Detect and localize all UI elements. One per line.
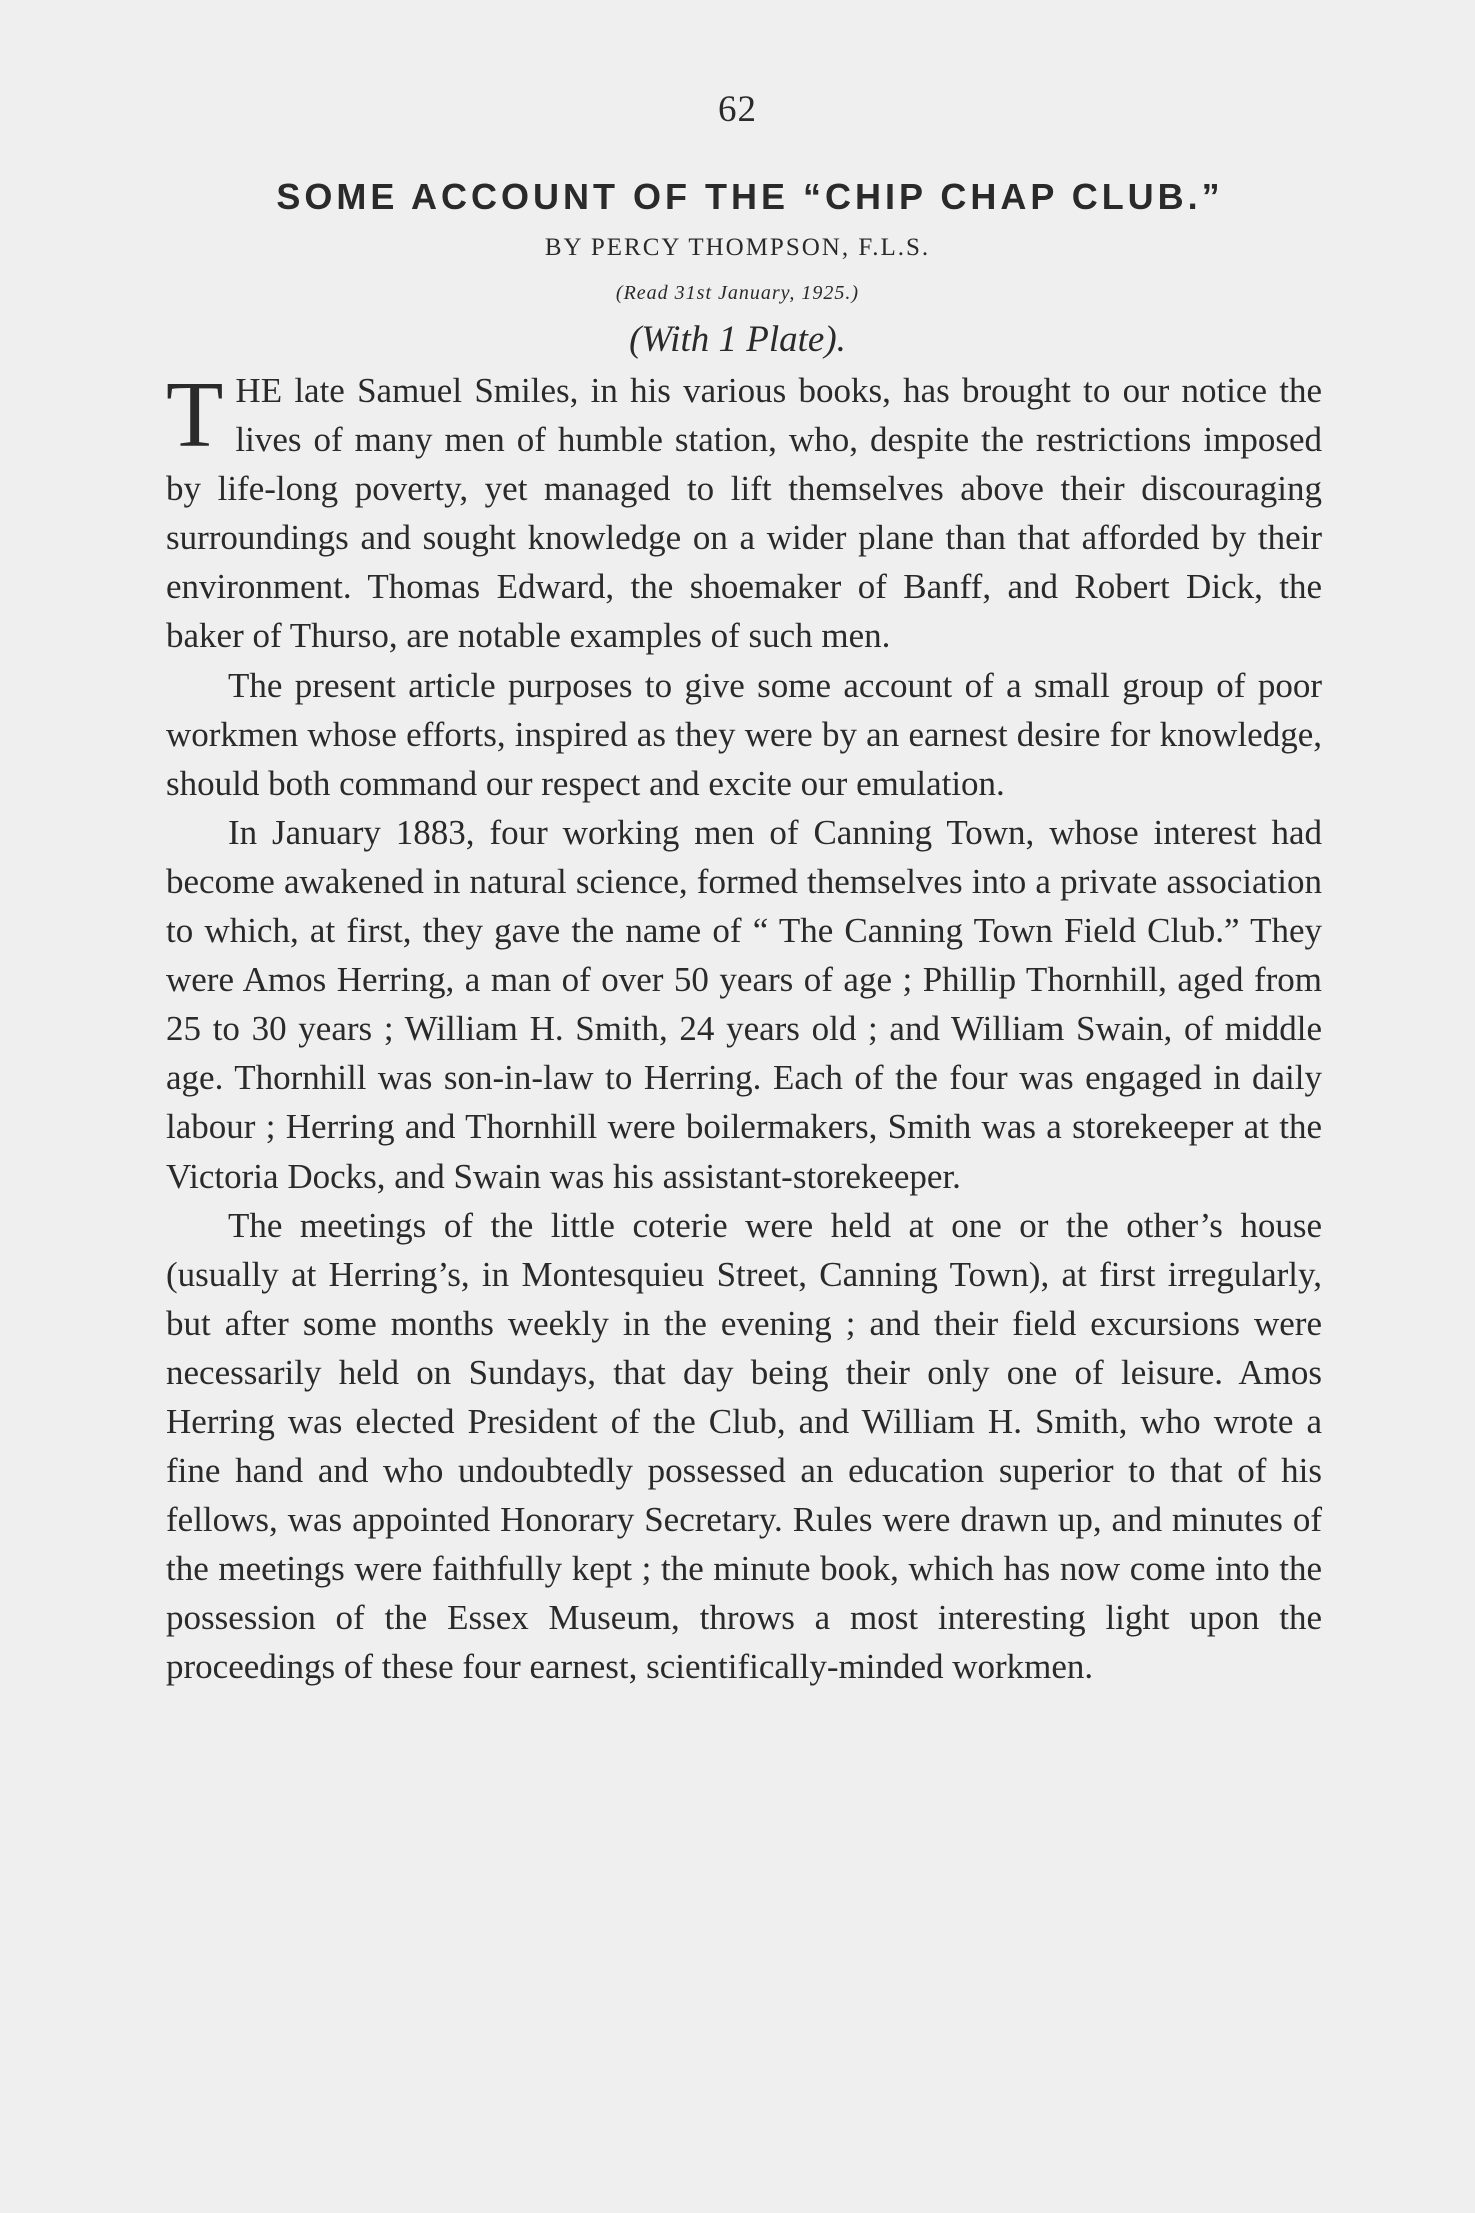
paragraph-1-text: HE late Samuel Smiles, in his various books, has brought to our notice the lives of many men of humble station, who, despite the restrictions imposed by life-long poverty, yet managed to lift themselves above their discouraging surroundings and sought knowledge on a wider plane than that afforded by their environment. Thomas Edward, the shoemaker of Banff, and Robert Dick, the baker of Thurso, are notable examples of such men. xyxy=(166,371,1322,656)
author-byline: BY PERCY THOMPSON, F.L.S. xyxy=(544,234,931,261)
page-number: 62 xyxy=(718,89,757,130)
paragraph-4: The meetings of the little coterie were held at one or the other’s house (usually at Herring’s, in Montesquieu Street, Canning Town), at first irregularly, but after some months weekly in the evening ; and their field excursions were necessarily held on Sundays, that day being their only one of leisure. Amos Herring was elected President of the Club, and William H. Smith, who wrote a fine hand and who undoubtedly possessed an education superior to that of his fellows, was appointed Honorary Secretary. Rules were drawn up, and minutes of the meetings were faithfully kept ; the minute book, which has now come into the possession of the Essex Museum, throws a most interesting light upon the proceedings of these four earnest, scientifically-minded workmen. xyxy=(166,1205,1322,1687)
paragraph-1 xyxy=(166,363,1322,661)
paragraph-3: In January 1883, four working men of Canning Town, whose interest had become awakened in natural science, formed themselves into a private association to which, at first, they gave the name of “ The Canning Town Field Club.” They were Amos Herring, a man of over 50 years of age ; Phillip Thornhill, aged from 25 to 30 years ; William H. Smith, 24 years old ; and William Swain, of middle age. Thornhill was son-in-law to Herring. Each of the four was engaged in daily labour ; Herring and Thornhill were boilermakers, Smith was a storekeeper at the Victoria Docks, and Swain was his assistant-storekeeper. xyxy=(166,812,1322,1196)
article-body xyxy=(166,363,1322,1692)
read-date: (Read 31st January, 1925.) xyxy=(615,282,860,304)
paragraph-2: The present article purposes to give some account of a small group of poor workmen whose efforts, inspired as they were by an earnest desire for knowledge, should both command our respect and excite our emulation. xyxy=(166,665,1322,803)
article-title: SOME ACCOUNT OF THE “CHIP CHAP CLUB.” xyxy=(276,176,1224,217)
drop-cap: T xyxy=(166,363,224,467)
plate-note: (With 1 Plate). xyxy=(629,319,846,360)
